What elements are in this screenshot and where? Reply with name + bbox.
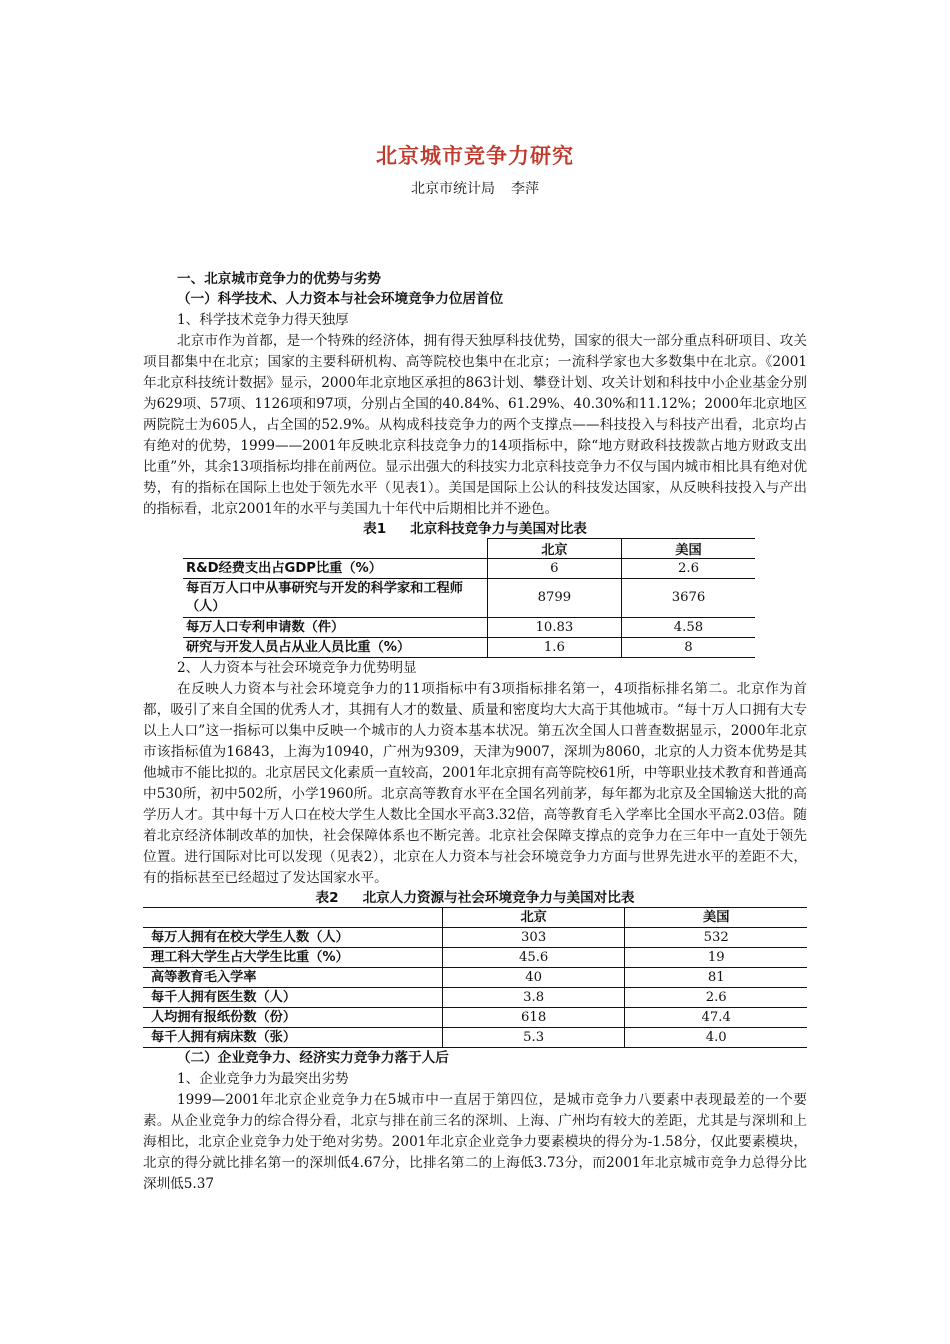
section-heading: 一、北京城市竞争力的优势与劣势 xyxy=(177,271,381,287)
cell-beijing: 8799 xyxy=(487,579,621,618)
cell-beijing: 618 xyxy=(442,1008,625,1028)
header-cell-beijing: 北京 xyxy=(442,908,625,928)
cell-usa: 2.6 xyxy=(677,561,699,576)
table-number: 表2 xyxy=(315,890,339,906)
table-row xyxy=(183,618,755,638)
cell-usa: 47.4 xyxy=(701,1009,731,1025)
row-label: 研究与开发人员占从业人员比重（%） xyxy=(183,638,487,658)
row-label: 高等教育毛入学率 xyxy=(143,968,442,988)
cell-beijing: 1.6 xyxy=(487,638,621,658)
header-cell-usa: 美国 xyxy=(621,539,755,559)
cell-usa: 81 xyxy=(707,969,725,985)
item-heading: 2、人力资本与社会环境竞争力优势明显 xyxy=(177,660,417,676)
paragraph: 北京市作为首都，是一个特殊的经济体，拥有得天独厚科技优势，国家的很大一部分重点科研项目、攻关项目都集中在北京；国家的主要科研机构、高等院校也集中在北京；一流科学家也大多数集中在北京。《2001年北京科技统计数据》显示，2000年北京地区承担的863计划、攀登计划、攻关计划和科技中小企业基金分别为629项、57项、1126项和97项，分别占全国的40.84%、61.29%、40.30%和11.12%；2000年北京地区两院院士为605人，占全国的52.9%。从构成科技竞争力的两个支撑点——科技投入与科技产出看，北京均占有绝对的优势，1999——2001年反映北京科技竞争力的14项指标中，除“地方财政科技拨款占地方财政支出比重”外，其余13项指标均排在前两位。显示出强大的科技实力北京科技竞争力不仅与国内城市相比具有绝对优势，有的指标在国际上也处于领先水平（见表1）。美国是国际上公认的科技发达国家，从反映科技投入与产出的指标看，北京2001年的水平与美国九十年代中后期相比并不逊色。 xyxy=(143,333,807,517)
cell-beijing: 5.3 xyxy=(442,1028,625,1048)
cell-usa: 4.58 xyxy=(673,620,704,635)
cell-usa: 4.0 xyxy=(705,1029,727,1045)
table-row xyxy=(183,638,755,658)
cell-usa: 3676 xyxy=(671,590,706,605)
comparison-table xyxy=(183,538,755,658)
paragraph: 在反映人力资本与社会环境竞争力的11项指标中有3项指标排名第一，4项指标排名第二。北京作为首都，吸引了来自全国的优秀人才，其拥有人才的数量、质量和密度均大大高于其他城市。“每十万人口拥有大专以上人口”这一指标可以集中反映一个城市的人力资本基本状况。第五次全国人口普查数据显示，2000年北京市该指标值为16843，上海为10940，广州为9309，天津为9007，深圳为8060，北京的人力资本优势是其他城市不能比拟的。北京居民文化素质一直较高，2001年北京拥有高等院校61所，中等职业技术教育和普通高中530所，初中502所，小学1960所。北京高等教育水平在全国名列前茅，每年都为北京及全国输送大批的高学历人才。其中每十万人口在校大学生人数比全国水平高3.32倍，高等教育毛入学率比全国水平高2.03倍。随着北京经济体制改革的加快，社会保障体系也不断完善。北京社会保障支撑点的竞争力在三年中一直处于领先位置。进行国际对比可以发现（见表2），北京在人力资本与社会环境竞争力方面与世界先进水平的差距不大，有的指标甚至已经超过了发达国家水平。 xyxy=(143,681,807,886)
article-body xyxy=(143,270,807,1195)
table-header-row xyxy=(183,539,755,559)
header-blank-cell xyxy=(143,908,442,928)
table-caption xyxy=(143,520,807,538)
table-number: 表1 xyxy=(363,521,387,537)
row-label: 理工科大学生占大学生比重（%） xyxy=(143,948,442,968)
table-title: 北京人力资源与社会环境竞争力与美国对比表 xyxy=(362,890,635,906)
cell-beijing: 303 xyxy=(442,928,625,948)
paragraph: 1999—2001年北京企业竞争力在5城市中一直居于第四位，是城市竞争力八要素中表现最差的一个要素。从企业竞争力的综合得分看，北京与排在前三名的深圳、上海、广州均有较大的差距，尤其是与深圳和上海相比，北京企业竞争力处于绝对劣势。2001年北京企业竞争力要素模块的得分为-1.58分，仅此要素模块，北京的得分就比排名第一的深圳低4.67分，比排名第二的上海低3.73分，而2001年北京城市竞争力总得分比深圳低5.37 xyxy=(143,1092,807,1192)
cell-beijing: 3.8 xyxy=(442,988,625,1008)
row-label: 每千人拥有病床数（张） xyxy=(143,1028,442,1048)
page-title: 北京城市竞争力研究 xyxy=(376,144,574,168)
item-heading: 1、企业竞争力为最突出劣势 xyxy=(177,1071,349,1087)
table-row xyxy=(143,928,807,948)
author-line xyxy=(0,178,950,198)
cell-beijing: 40 xyxy=(442,968,625,988)
cell-beijing: 10.83 xyxy=(487,618,621,638)
header-cell-beijing: 北京 xyxy=(487,539,621,559)
table-title: 北京科技竞争力与美国对比表 xyxy=(410,521,587,537)
subsection-heading: （二）企业竞争力、经济实力竞争力落于人后 xyxy=(177,1050,449,1066)
table-row xyxy=(143,968,807,988)
row-label: 每千人拥有医生数（人） xyxy=(143,988,442,1008)
table-row xyxy=(143,988,807,1008)
cell-usa: 532 xyxy=(703,929,729,945)
cell-usa: 19 xyxy=(707,949,725,965)
table-row xyxy=(143,1008,807,1028)
table-row xyxy=(143,948,807,968)
cell-beijing: 6 xyxy=(487,559,621,579)
header-cell-usa: 美国 xyxy=(703,909,730,925)
header-blank-cell xyxy=(183,539,487,559)
author-name: 李萍 xyxy=(511,181,539,197)
row-label: 每万人拥有在校大学生人数（人） xyxy=(143,928,442,948)
cell-beijing: 45.6 xyxy=(442,948,625,968)
author-org: 北京市统计局 xyxy=(411,181,495,197)
row-label: 每万人口专利申请数（件） xyxy=(183,618,487,638)
table-row xyxy=(143,1028,807,1048)
table-row xyxy=(183,579,755,618)
subsection-heading: （一）科学技术、人力资本与社会环境竞争力位居首位 xyxy=(177,291,504,307)
table-caption xyxy=(143,889,807,907)
comparison-table xyxy=(143,907,807,1048)
row-label: 每百万人口中从事研究与开发的科学家和工程师（人） xyxy=(183,579,487,618)
table-header-row xyxy=(143,908,807,928)
cell-usa: 8 xyxy=(684,640,693,655)
row-label: R&D经费支出占GDP比重（%） xyxy=(183,559,487,579)
table-row xyxy=(183,559,755,579)
row-label: 人均拥有报纸份数（份） xyxy=(143,1008,442,1028)
item-heading: 1、科学技术竞争力得天独厚 xyxy=(177,312,349,328)
cell-usa: 2.6 xyxy=(705,989,727,1005)
